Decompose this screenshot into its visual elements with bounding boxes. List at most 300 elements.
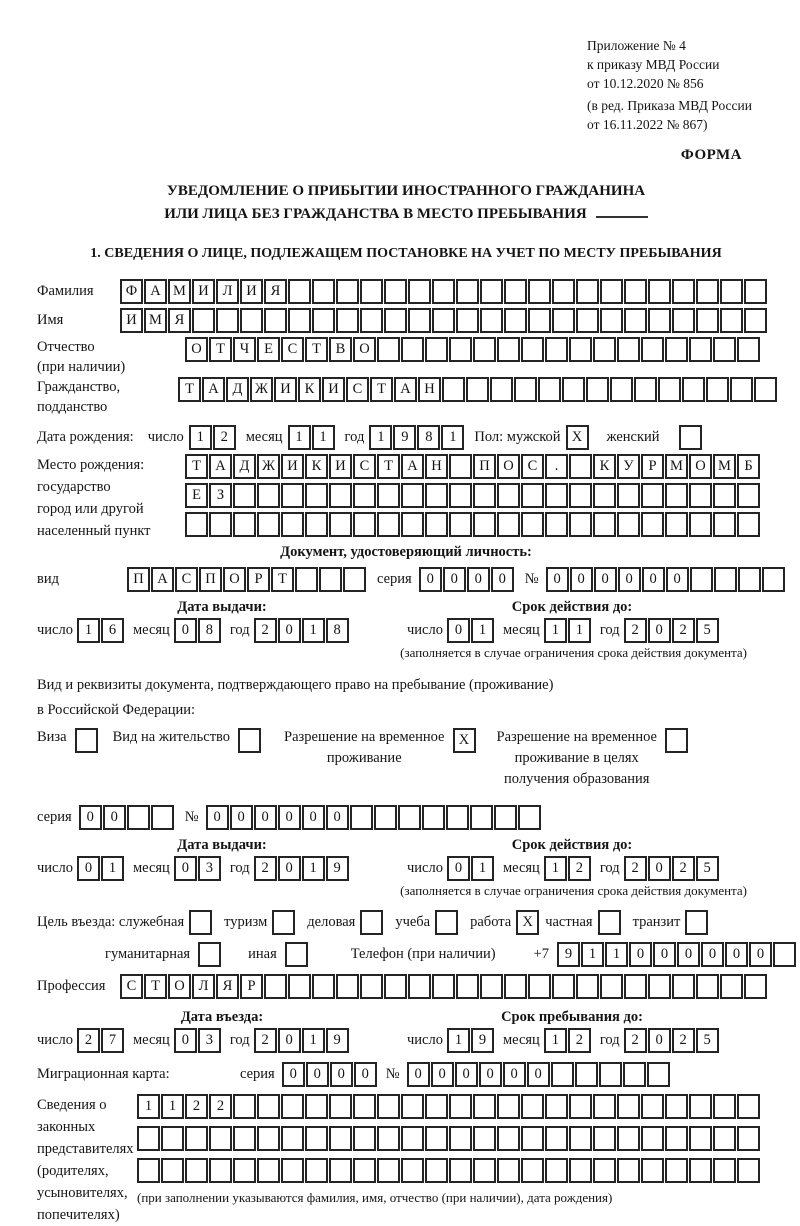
empty-cell[interactable] bbox=[641, 512, 664, 537]
empty-cell[interactable] bbox=[374, 805, 397, 830]
empty-cell[interactable] bbox=[576, 308, 599, 333]
empty-cell[interactable] bbox=[449, 337, 472, 362]
empty-cell[interactable] bbox=[665, 1126, 688, 1151]
char-cell[interactable]: Я bbox=[168, 308, 191, 333]
empty-cell[interactable] bbox=[744, 974, 767, 999]
char-cell[interactable]: 2 bbox=[624, 856, 647, 881]
empty-cell[interactable] bbox=[425, 512, 448, 537]
empty-cell[interactable] bbox=[569, 337, 592, 362]
empty-cell[interactable] bbox=[353, 1158, 376, 1183]
char-cell[interactable]: 2 bbox=[77, 1028, 100, 1053]
empty-cell[interactable] bbox=[713, 1158, 736, 1183]
empty-cell[interactable] bbox=[329, 483, 352, 508]
empty-cell[interactable] bbox=[624, 279, 647, 304]
empty-cell[interactable] bbox=[617, 483, 640, 508]
char-cell[interactable]: 0 bbox=[407, 1062, 430, 1087]
char-cell[interactable]: 0 bbox=[648, 618, 671, 643]
empty-cell[interactable] bbox=[593, 1158, 616, 1183]
empty-cell[interactable] bbox=[521, 1126, 544, 1151]
char-cell[interactable]: 0 bbox=[594, 567, 617, 592]
empty-cell[interactable] bbox=[737, 1094, 760, 1119]
empty-cell[interactable] bbox=[689, 1126, 712, 1151]
char-cell[interactable]: Я bbox=[264, 279, 287, 304]
char-cell[interactable]: 1 bbox=[189, 425, 212, 450]
empty-cell[interactable] bbox=[449, 1094, 472, 1119]
empty-cell[interactable] bbox=[569, 483, 592, 508]
char-cell[interactable]: 0 bbox=[447, 856, 470, 881]
char-cell[interactable]: 0 bbox=[419, 567, 442, 592]
empty-cell[interactable] bbox=[422, 805, 445, 830]
empty-cell[interactable] bbox=[161, 1158, 184, 1183]
empty-cell[interactable] bbox=[285, 942, 308, 967]
char-cell[interactable]: 2 bbox=[624, 1028, 647, 1053]
empty-cell[interactable] bbox=[473, 483, 496, 508]
empty-cell[interactable] bbox=[480, 974, 503, 999]
empty-cell[interactable] bbox=[528, 974, 551, 999]
char-cell[interactable]: И bbox=[322, 377, 345, 402]
empty-cell[interactable] bbox=[336, 308, 359, 333]
char-cell[interactable]: 5 bbox=[696, 856, 719, 881]
char-cell[interactable]: Ч bbox=[233, 337, 256, 362]
empty-cell[interactable] bbox=[312, 974, 335, 999]
char-cell[interactable]: 1 bbox=[77, 618, 100, 643]
empty-cell[interactable] bbox=[528, 279, 551, 304]
empty-cell[interactable] bbox=[665, 483, 688, 508]
char-cell[interactable]: 0 bbox=[677, 942, 700, 967]
empty-cell[interactable] bbox=[665, 337, 688, 362]
empty-cell[interactable] bbox=[617, 337, 640, 362]
empty-cell[interactable] bbox=[305, 512, 328, 537]
empty-cell[interactable] bbox=[127, 805, 150, 830]
char-cell[interactable]: 1 bbox=[288, 425, 311, 450]
char-cell[interactable]: П bbox=[473, 454, 496, 479]
char-cell[interactable]: Т bbox=[178, 377, 201, 402]
char-cell[interactable]: 0 bbox=[455, 1062, 478, 1087]
empty-cell[interactable] bbox=[305, 483, 328, 508]
empty-cell[interactable] bbox=[504, 974, 527, 999]
char-cell[interactable]: 0 bbox=[230, 805, 253, 830]
empty-cell[interactable] bbox=[281, 483, 304, 508]
char-cell[interactable]: И bbox=[240, 279, 263, 304]
char-cell[interactable]: О bbox=[168, 974, 191, 999]
empty-cell[interactable] bbox=[504, 279, 527, 304]
char-cell[interactable]: 9 bbox=[471, 1028, 494, 1053]
char-cell[interactable]: А bbox=[401, 454, 424, 479]
empty-cell[interactable] bbox=[233, 1126, 256, 1151]
empty-cell[interactable] bbox=[377, 1158, 400, 1183]
empty-cell[interactable] bbox=[696, 974, 719, 999]
char-cell[interactable]: 1 bbox=[581, 942, 604, 967]
empty-cell[interactable] bbox=[720, 974, 743, 999]
empty-cell[interactable] bbox=[569, 1158, 592, 1183]
char-cell[interactable]: 0 bbox=[725, 942, 748, 967]
empty-cell[interactable] bbox=[353, 512, 376, 537]
empty-cell[interactable] bbox=[521, 483, 544, 508]
empty-cell[interactable] bbox=[449, 1158, 472, 1183]
empty-cell[interactable] bbox=[408, 308, 431, 333]
char-cell[interactable]: В bbox=[329, 337, 352, 362]
empty-cell[interactable] bbox=[360, 279, 383, 304]
char-cell[interactable]: 2 bbox=[624, 618, 647, 643]
empty-cell[interactable] bbox=[497, 512, 520, 537]
char-cell[interactable]: Ж bbox=[257, 454, 280, 479]
char-cell[interactable]: 0 bbox=[326, 805, 349, 830]
empty-cell[interactable] bbox=[449, 483, 472, 508]
char-cell[interactable]: И bbox=[192, 279, 215, 304]
empty-cell[interactable] bbox=[272, 910, 295, 935]
char-cell[interactable]: 1 bbox=[161, 1094, 184, 1119]
empty-cell[interactable] bbox=[593, 337, 616, 362]
empty-cell[interactable] bbox=[189, 910, 212, 935]
empty-cell[interactable] bbox=[720, 308, 743, 333]
char-cell[interactable]: 1 bbox=[544, 618, 567, 643]
char-cell[interactable]: 0 bbox=[618, 567, 641, 592]
char-cell[interactable]: 0 bbox=[330, 1062, 353, 1087]
empty-cell[interactable] bbox=[689, 1158, 712, 1183]
empty-cell[interactable] bbox=[449, 454, 472, 479]
empty-cell[interactable] bbox=[647, 1062, 670, 1087]
char-cell[interactable]: 0 bbox=[648, 1028, 671, 1053]
empty-cell[interactable] bbox=[624, 308, 647, 333]
char-cell[interactable]: 0 bbox=[749, 942, 772, 967]
empty-cell[interactable] bbox=[75, 728, 98, 753]
char-cell[interactable]: Я bbox=[216, 974, 239, 999]
char-cell[interactable]: X bbox=[566, 425, 589, 450]
empty-cell[interactable] bbox=[706, 377, 729, 402]
empty-cell[interactable] bbox=[185, 1158, 208, 1183]
empty-cell[interactable] bbox=[641, 1094, 664, 1119]
char-cell[interactable]: И bbox=[329, 454, 352, 479]
empty-cell[interactable] bbox=[713, 337, 736, 362]
empty-cell[interactable] bbox=[233, 1158, 256, 1183]
char-cell[interactable]: Л bbox=[192, 974, 215, 999]
char-cell[interactable]: О bbox=[223, 567, 246, 592]
char-cell[interactable]: 2 bbox=[254, 856, 277, 881]
char-cell[interactable]: 0 bbox=[653, 942, 676, 967]
char-cell[interactable]: 2 bbox=[254, 1028, 277, 1053]
char-cell[interactable]: 2 bbox=[185, 1094, 208, 1119]
empty-cell[interactable] bbox=[257, 1094, 280, 1119]
empty-cell[interactable] bbox=[295, 567, 318, 592]
empty-cell[interactable] bbox=[336, 279, 359, 304]
char-cell[interactable]: 0 bbox=[174, 618, 197, 643]
empty-cell[interactable] bbox=[343, 567, 366, 592]
char-cell[interactable]: 2 bbox=[568, 856, 591, 881]
char-cell[interactable]: 2 bbox=[672, 856, 695, 881]
empty-cell[interactable] bbox=[672, 308, 695, 333]
empty-cell[interactable] bbox=[600, 308, 623, 333]
char-cell[interactable]: 0 bbox=[479, 1062, 502, 1087]
char-cell[interactable]: 1 bbox=[447, 1028, 470, 1053]
empty-cell[interactable] bbox=[456, 308, 479, 333]
empty-cell[interactable] bbox=[545, 1158, 568, 1183]
char-cell[interactable]: 0 bbox=[174, 1028, 197, 1053]
empty-cell[interactable] bbox=[545, 483, 568, 508]
char-cell[interactable]: 9 bbox=[557, 942, 580, 967]
char-cell[interactable]: Е bbox=[257, 337, 280, 362]
char-cell[interactable]: 0 bbox=[354, 1062, 377, 1087]
empty-cell[interactable] bbox=[497, 483, 520, 508]
empty-cell[interactable] bbox=[281, 1094, 304, 1119]
empty-cell[interactable] bbox=[257, 1126, 280, 1151]
empty-cell[interactable] bbox=[384, 974, 407, 999]
empty-cell[interactable] bbox=[360, 974, 383, 999]
char-cell[interactable]: 1 bbox=[544, 1028, 567, 1053]
char-cell[interactable]: 1 bbox=[137, 1094, 160, 1119]
char-cell[interactable]: З bbox=[209, 483, 232, 508]
empty-cell[interactable] bbox=[586, 377, 609, 402]
char-cell[interactable]: 9 bbox=[326, 1028, 349, 1053]
char-cell[interactable]: С bbox=[346, 377, 369, 402]
empty-cell[interactable] bbox=[384, 279, 407, 304]
empty-cell[interactable] bbox=[737, 337, 760, 362]
char-cell[interactable]: 1 bbox=[471, 856, 494, 881]
empty-cell[interactable] bbox=[473, 337, 496, 362]
empty-cell[interactable] bbox=[754, 377, 777, 402]
empty-cell[interactable] bbox=[398, 805, 421, 830]
empty-cell[interactable] bbox=[281, 512, 304, 537]
char-cell[interactable]: 0 bbox=[701, 942, 724, 967]
empty-cell[interactable] bbox=[744, 308, 767, 333]
empty-cell[interactable] bbox=[737, 512, 760, 537]
empty-cell[interactable] bbox=[401, 1126, 424, 1151]
empty-cell[interactable] bbox=[773, 942, 796, 967]
empty-cell[interactable] bbox=[216, 308, 239, 333]
char-cell[interactable]: 0 bbox=[302, 805, 325, 830]
empty-cell[interactable] bbox=[545, 512, 568, 537]
char-cell[interactable]: 1 bbox=[544, 856, 567, 881]
empty-cell[interactable] bbox=[593, 1094, 616, 1119]
empty-cell[interactable] bbox=[442, 377, 465, 402]
empty-cell[interactable] bbox=[257, 1158, 280, 1183]
char-cell[interactable]: П bbox=[127, 567, 150, 592]
char-cell[interactable]: 0 bbox=[570, 567, 593, 592]
char-cell[interactable]: 8 bbox=[198, 618, 221, 643]
char-cell[interactable]: Р bbox=[240, 974, 263, 999]
empty-cell[interactable] bbox=[576, 974, 599, 999]
char-cell[interactable]: 0 bbox=[666, 567, 689, 592]
empty-cell[interactable] bbox=[551, 1062, 574, 1087]
char-cell[interactable]: Е bbox=[185, 483, 208, 508]
empty-cell[interactable] bbox=[257, 512, 280, 537]
empty-cell[interactable] bbox=[377, 1094, 400, 1119]
empty-cell[interactable] bbox=[593, 512, 616, 537]
empty-cell[interactable] bbox=[641, 483, 664, 508]
char-cell[interactable]: 5 bbox=[696, 1028, 719, 1053]
empty-cell[interactable] bbox=[528, 308, 551, 333]
empty-cell[interactable] bbox=[617, 512, 640, 537]
char-cell[interactable]: 0 bbox=[546, 567, 569, 592]
empty-cell[interactable] bbox=[497, 1126, 520, 1151]
char-cell[interactable]: 1 bbox=[302, 618, 325, 643]
empty-cell[interactable] bbox=[329, 1094, 352, 1119]
char-cell[interactable]: М bbox=[144, 308, 167, 333]
empty-cell[interactable] bbox=[312, 308, 335, 333]
empty-cell[interactable] bbox=[425, 483, 448, 508]
empty-cell[interactable] bbox=[238, 728, 261, 753]
empty-cell[interactable] bbox=[672, 974, 695, 999]
empty-cell[interactable] bbox=[623, 1062, 646, 1087]
empty-cell[interactable] bbox=[497, 1094, 520, 1119]
empty-cell[interactable] bbox=[408, 974, 431, 999]
empty-cell[interactable] bbox=[624, 974, 647, 999]
empty-cell[interactable] bbox=[562, 377, 585, 402]
empty-cell[interactable] bbox=[730, 377, 753, 402]
char-cell[interactable]: 1 bbox=[101, 856, 124, 881]
empty-cell[interactable] bbox=[377, 483, 400, 508]
empty-cell[interactable] bbox=[329, 1126, 352, 1151]
char-cell[interactable]: 6 bbox=[101, 618, 124, 643]
char-cell[interactable]: К bbox=[593, 454, 616, 479]
char-cell[interactable]: 1 bbox=[302, 1028, 325, 1053]
char-cell[interactable]: 2 bbox=[254, 618, 277, 643]
empty-cell[interactable] bbox=[689, 337, 712, 362]
empty-cell[interactable] bbox=[514, 377, 537, 402]
char-cell[interactable]: Д bbox=[233, 454, 256, 479]
empty-cell[interactable] bbox=[665, 512, 688, 537]
char-cell[interactable]: 8 bbox=[326, 618, 349, 643]
empty-cell[interactable] bbox=[435, 910, 458, 935]
empty-cell[interactable] bbox=[648, 279, 671, 304]
empty-cell[interactable] bbox=[432, 974, 455, 999]
empty-cell[interactable] bbox=[466, 377, 489, 402]
char-cell[interactable]: 2 bbox=[213, 425, 236, 450]
char-cell[interactable]: 0 bbox=[491, 567, 514, 592]
empty-cell[interactable] bbox=[470, 805, 493, 830]
empty-cell[interactable] bbox=[336, 974, 359, 999]
empty-cell[interactable] bbox=[264, 974, 287, 999]
empty-cell[interactable] bbox=[264, 308, 287, 333]
empty-cell[interactable] bbox=[665, 728, 688, 753]
empty-cell[interactable] bbox=[737, 1126, 760, 1151]
empty-cell[interactable] bbox=[377, 337, 400, 362]
char-cell[interactable]: 2 bbox=[568, 1028, 591, 1053]
empty-cell[interactable] bbox=[545, 1094, 568, 1119]
empty-cell[interactable] bbox=[305, 1126, 328, 1151]
char-cell[interactable]: О bbox=[497, 454, 520, 479]
char-cell[interactable]: 0 bbox=[642, 567, 665, 592]
empty-cell[interactable] bbox=[599, 1062, 622, 1087]
char-cell[interactable]: 3 bbox=[198, 1028, 221, 1053]
empty-cell[interactable] bbox=[521, 1094, 544, 1119]
char-cell[interactable]: Д bbox=[226, 377, 249, 402]
empty-cell[interactable] bbox=[233, 483, 256, 508]
empty-cell[interactable] bbox=[233, 512, 256, 537]
empty-cell[interactable] bbox=[319, 567, 342, 592]
empty-cell[interactable] bbox=[617, 1126, 640, 1151]
char-cell[interactable]: 3 bbox=[198, 856, 221, 881]
empty-cell[interactable] bbox=[456, 279, 479, 304]
empty-cell[interactable] bbox=[648, 308, 671, 333]
char-cell[interactable]: О bbox=[353, 337, 376, 362]
empty-cell[interactable] bbox=[679, 425, 702, 450]
char-cell[interactable]: 5 bbox=[696, 618, 719, 643]
empty-cell[interactable] bbox=[432, 308, 455, 333]
empty-cell[interactable] bbox=[617, 1158, 640, 1183]
empty-cell[interactable] bbox=[634, 377, 657, 402]
char-cell[interactable]: 0 bbox=[103, 805, 126, 830]
empty-cell[interactable] bbox=[521, 1158, 544, 1183]
char-cell[interactable]: А bbox=[209, 454, 232, 479]
char-cell[interactable]: П bbox=[199, 567, 222, 592]
empty-cell[interactable] bbox=[552, 279, 575, 304]
empty-cell[interactable] bbox=[401, 337, 424, 362]
empty-cell[interactable] bbox=[281, 1158, 304, 1183]
empty-cell[interactable] bbox=[737, 1158, 760, 1183]
empty-cell[interactable] bbox=[762, 567, 785, 592]
char-cell[interactable]: 0 bbox=[431, 1062, 454, 1087]
char-cell[interactable]: 9 bbox=[326, 856, 349, 881]
empty-cell[interactable] bbox=[312, 279, 335, 304]
char-cell[interactable]: С bbox=[120, 974, 143, 999]
char-cell[interactable]: 2 bbox=[672, 1028, 695, 1053]
empty-cell[interactable] bbox=[449, 1126, 472, 1151]
empty-cell[interactable] bbox=[185, 1126, 208, 1151]
empty-cell[interactable] bbox=[198, 942, 221, 967]
char-cell[interactable]: Б bbox=[737, 454, 760, 479]
char-cell[interactable]: 1 bbox=[302, 856, 325, 881]
empty-cell[interactable] bbox=[353, 1094, 376, 1119]
char-cell[interactable]: 0 bbox=[77, 856, 100, 881]
char-cell[interactable]: X bbox=[453, 728, 476, 753]
empty-cell[interactable] bbox=[480, 279, 503, 304]
empty-cell[interactable] bbox=[288, 308, 311, 333]
empty-cell[interactable] bbox=[641, 337, 664, 362]
char-cell[interactable]: 0 bbox=[447, 618, 470, 643]
empty-cell[interactable] bbox=[569, 1126, 592, 1151]
empty-cell[interactable] bbox=[641, 1126, 664, 1151]
char-cell[interactable]: И bbox=[274, 377, 297, 402]
empty-cell[interactable] bbox=[161, 1126, 184, 1151]
char-cell[interactable]: Т bbox=[185, 454, 208, 479]
char-cell[interactable]: А bbox=[202, 377, 225, 402]
empty-cell[interactable] bbox=[473, 1094, 496, 1119]
char-cell[interactable]: . bbox=[545, 454, 568, 479]
empty-cell[interactable] bbox=[665, 1094, 688, 1119]
empty-cell[interactable] bbox=[545, 337, 568, 362]
empty-cell[interactable] bbox=[401, 1158, 424, 1183]
char-cell[interactable]: М bbox=[168, 279, 191, 304]
char-cell[interactable]: 7 bbox=[101, 1028, 124, 1053]
empty-cell[interactable] bbox=[714, 567, 737, 592]
char-cell[interactable]: М bbox=[665, 454, 688, 479]
empty-cell[interactable] bbox=[689, 483, 712, 508]
char-cell[interactable]: 8 bbox=[417, 425, 440, 450]
empty-cell[interactable] bbox=[432, 279, 455, 304]
char-cell[interactable]: 1 bbox=[605, 942, 628, 967]
char-cell[interactable]: 0 bbox=[278, 805, 301, 830]
empty-cell[interactable] bbox=[576, 279, 599, 304]
char-cell[interactable]: 0 bbox=[254, 805, 277, 830]
empty-cell[interactable] bbox=[209, 1158, 232, 1183]
empty-cell[interactable] bbox=[425, 337, 448, 362]
empty-cell[interactable] bbox=[672, 279, 695, 304]
empty-cell[interactable] bbox=[737, 483, 760, 508]
empty-cell[interactable] bbox=[518, 805, 541, 830]
empty-cell[interactable] bbox=[593, 483, 616, 508]
char-cell[interactable]: 1 bbox=[471, 618, 494, 643]
empty-cell[interactable] bbox=[713, 1094, 736, 1119]
empty-cell[interactable] bbox=[713, 1126, 736, 1151]
empty-cell[interactable] bbox=[353, 1126, 376, 1151]
empty-cell[interactable] bbox=[738, 567, 761, 592]
char-cell[interactable]: Т bbox=[271, 567, 294, 592]
char-cell[interactable]: 0 bbox=[79, 805, 102, 830]
empty-cell[interactable] bbox=[521, 512, 544, 537]
empty-cell[interactable] bbox=[545, 1126, 568, 1151]
empty-cell[interactable] bbox=[377, 512, 400, 537]
empty-cell[interactable] bbox=[401, 483, 424, 508]
